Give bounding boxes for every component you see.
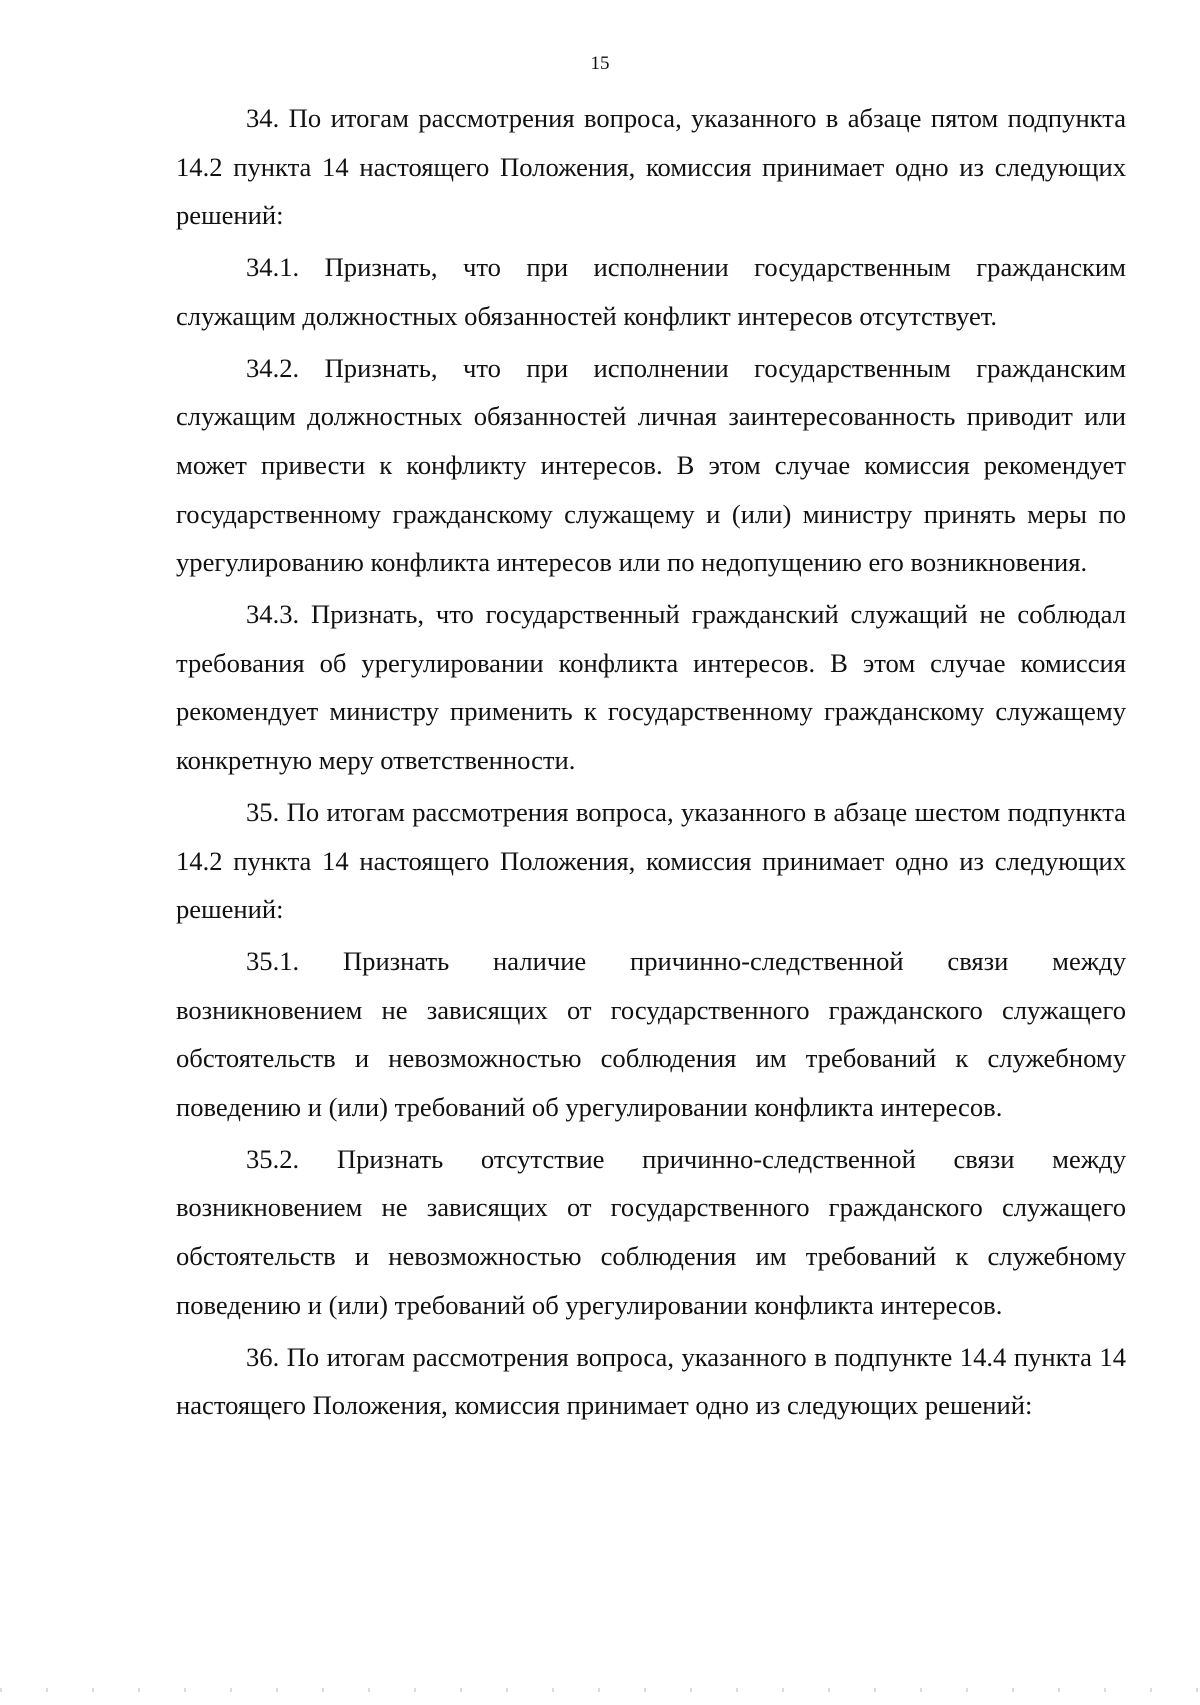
paragraph-35: 35. По итогам рассмотрения вопроса, указанного в абзаце шестом подпункта 14.2 пункта 14 настоящего Положения, комиссия принимает одно из следующих решений: bbox=[176, 796, 1126, 925]
page-number: 15 bbox=[590, 53, 610, 74]
document-body bbox=[176, 94, 1126, 1430]
paragraph-35-2: 35.2. Признать отсутствие причинно-следственной связи между возникновением не зависящих от государственного гражданского служащего обстоятельств и невозможностью соблюдения им требований к служебному поведению и (или) требований об урегулировании конфликта интересов. bbox=[176, 1143, 1126, 1320]
paragraph-34-2: 34.2. Признать, что при исполнении государственным гражданским служащим должностных обязанностей личная заинтересованность приводит или может привести к конфликту интересов. В этом случае комиссия рекомендует государственному гражданскому служащему и (или) министру принять меры по урегулированию конфликта интересов или по недопущению его возникновения. bbox=[176, 352, 1126, 578]
paragraph-34: 34. По итогам рассмотрения вопроса, указанного в абзаце пятом подпункта 14.2 пункта 14 настоящего Положения, комиссия принимает одно из следующих решений: bbox=[176, 103, 1126, 231]
scan-artifact-line bbox=[0, 1688, 1200, 1692]
paragraph-34-3: 34.3. Признать, что государственный гражданский служащий не соблюдал требования об урегулировании конфликта интересов. В этом случае комиссия рекомендует министру применить к государственному гражданскому служащему конкретную меру ответственности. bbox=[176, 599, 1126, 776]
paragraph-35-1: 35.1. Признать наличие причинно-следственной связи между возникновением не зависящих от государственного гражданского служащего обстоятельств и невозможностью соблюдения им требований к служебному поведению и (или) требований об урегулировании конфликта интересов. bbox=[176, 945, 1126, 1123]
paragraph-34-1: 34.1. Признать, что при исполнении государственным гражданским служащим должностных обязанностей конфликт интересов отсутствует. bbox=[176, 252, 1126, 331]
paragraph-36: 36. По итогам рассмотрения вопроса, указанного в подпункте 14.4 пункта 14 настоящего Положения, комиссия принимает одно из следующих решений: bbox=[176, 1341, 1126, 1421]
